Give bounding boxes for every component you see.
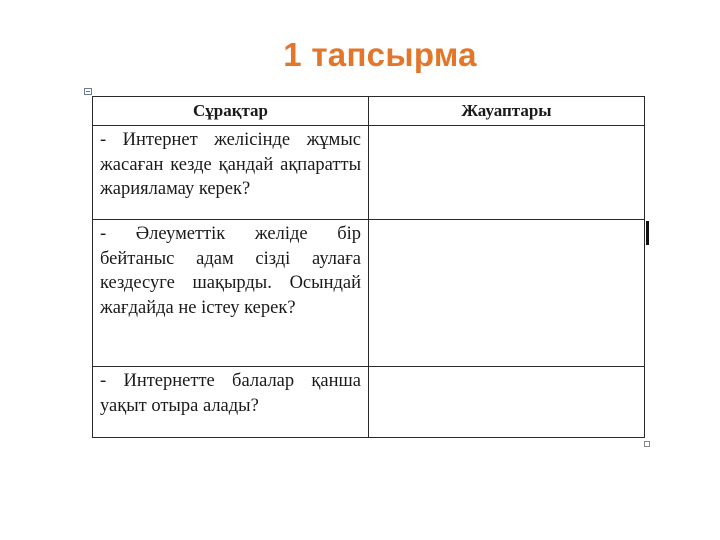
header-answers: Жауаптары (369, 97, 645, 126)
table-resize-handle-icon[interactable] (644, 441, 650, 447)
table-move-handle-icon[interactable] (84, 88, 92, 95)
text-cursor-icon (646, 221, 649, 245)
table-row (93, 126, 645, 220)
table-header-row (93, 97, 645, 126)
header-questions: Сұрақтар (93, 97, 369, 126)
answer-cell[interactable] (369, 220, 645, 367)
question-cell: - Әлеуметтік желіде бір бейтаныс адам сізді аулаға кездесуге шақырды. Осындай жағдайда не істеу керек? (93, 220, 369, 367)
table-row (93, 367, 645, 438)
question-cell: - Интернетте балалар қанша уақыт отыра алады? (93, 367, 369, 438)
answer-cell[interactable] (369, 126, 645, 220)
slide-title: 1 тапсырма (283, 36, 477, 73)
qa-table (92, 96, 645, 438)
table-row (93, 220, 645, 367)
answer-cell[interactable] (369, 367, 645, 438)
question-cell: - Интернет желісінде жұмыс жасаған кезде қандай ақпаратты жарияламау керек? (93, 126, 369, 220)
